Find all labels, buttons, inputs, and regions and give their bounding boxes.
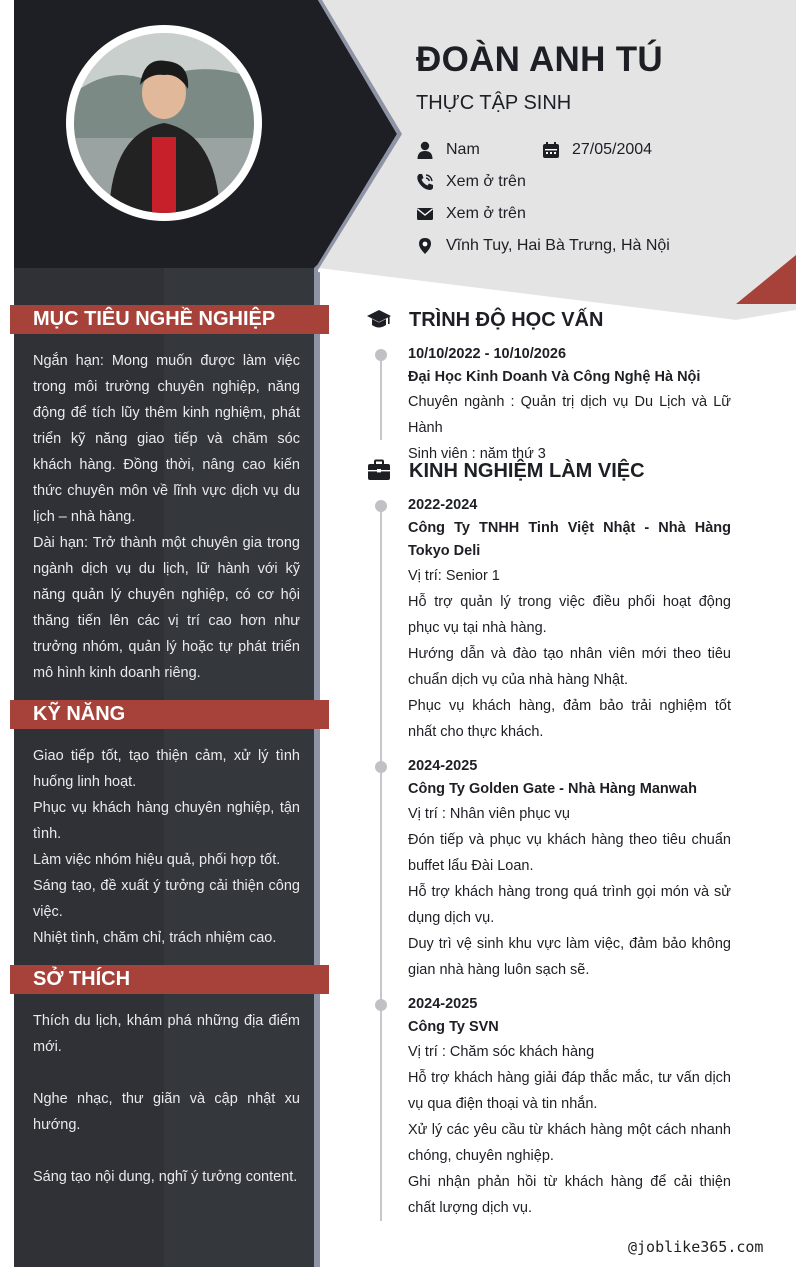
- job-date: 2022-2024: [408, 497, 478, 513]
- job-position: Vị trí : Nhân viên phục vụ: [408, 806, 570, 822]
- job-task: Hỗ trợ quản lý trong việc điều phối hoạt động phục vụ tại nhà hàng.: [408, 594, 731, 636]
- skill-item: Giao tiếp tốt, tạo thiện cảm, xử lý tình huống linh hoạt.: [33, 748, 300, 790]
- job-entry: [408, 494, 731, 745]
- job-entry: [408, 755, 731, 983]
- avatar: [74, 33, 254, 213]
- email-info: [416, 205, 526, 223]
- hobbies-list: [33, 1008, 300, 1190]
- email-value: Xem ở trên: [446, 205, 526, 222]
- phone-value: Xem ở trên: [446, 173, 526, 190]
- timeline-dot: [375, 999, 387, 1011]
- skill-item: Sáng tạo, đề xuất ý tưởng cải thiện công việc.: [33, 878, 300, 920]
- objective-heading: MỤC TIÊU NGHỀ NGHIỆP: [10, 305, 329, 334]
- hobby-item: Sáng tạo nội dung, nghĩ ý tưởng content.: [33, 1169, 298, 1185]
- candidate-name: ĐOÀN ANH TÚ: [416, 40, 663, 79]
- objective-text: [33, 348, 300, 686]
- job-task: Hỗ trợ khách hàng giải đáp thắc mắc, tư vấn dịch vụ qua điện thoại và tin nhắn.: [408, 1070, 731, 1112]
- gender-value: Nam: [446, 141, 480, 158]
- education-date: 10/10/2022 - 10/10/2026: [408, 346, 567, 362]
- skill-item: Nhiệt tình, chăm chỉ, trách nhiệm cao.: [33, 930, 277, 946]
- birthdate-value: 27/05/2004: [572, 141, 653, 158]
- hobbies-heading: SỞ THÍCH: [10, 965, 329, 994]
- job-task: Xử lý các yêu cầu từ khách hàng một cách nhanh chóng, chuyên nghiệp.: [408, 1122, 731, 1164]
- skill-item: Phục vụ khách hàng chuyên nghiệp, tận tình.: [33, 800, 300, 842]
- education-entry: [408, 343, 731, 467]
- job-task: Đón tiếp và phục vụ khách hàng theo tiêu chuẩn buffet lẩu Đài Loan.: [408, 832, 731, 874]
- phone-info: [416, 173, 526, 191]
- job-task: Hướng dẫn và đào tạo nhân viên mới theo tiêu chuẩn dịch vụ của nhà hàng Nhật.: [408, 646, 731, 688]
- gender-info: [416, 141, 480, 159]
- experience-timeline: [380, 505, 382, 1221]
- education-status: Sinh viên : năm thứ 3: [408, 446, 546, 462]
- education-timeline: [380, 354, 382, 440]
- birthdate-info: [542, 141, 652, 159]
- education-school: Đại Học Kinh Doanh Và Công Nghệ Hà Nội: [408, 369, 701, 385]
- timeline-dot: [375, 349, 387, 361]
- job-task: Phục vụ khách hàng, đảm bảo trải nghiệm tốt nhất cho thực khách.: [408, 698, 731, 740]
- hobby-item: Thích du lịch, khám phá những địa điểm mới.: [33, 1013, 300, 1055]
- job-position: Vị trí: Senior 1: [408, 568, 500, 584]
- timeline-dot: [375, 500, 387, 512]
- education-title: TRÌNH ĐỘ HỌC VẤN: [409, 308, 604, 331]
- phone-icon: [416, 173, 434, 191]
- skills-list: [33, 743, 300, 951]
- objective-short-term: Ngắn hạn: Mong muốn được làm việc trong môi trường chuyên nghiệp, năng động để tích lũy thêm kinh nghiệm, phát triển kỹ năng giao tiếp và chăm sóc khách hàng. Đồng thời, nâng cao kiến thức chuyên môn về lĩnh vực dịch vụ du lịch – nhà hàng.: [33, 353, 300, 525]
- avatar-frame: [66, 25, 262, 221]
- job-entry: [408, 993, 731, 1221]
- skill-item: Làm việc nhóm hiệu quả, phối hợp tốt.: [33, 852, 281, 868]
- envelope-icon: [416, 205, 434, 223]
- job-position: Vị trí : Chăm sóc khách hàng: [408, 1044, 595, 1060]
- job-task: Ghi nhận phản hồi từ khách hàng để cải thiện chất lượng dịch vụ.: [408, 1174, 731, 1216]
- person-icon: [416, 141, 434, 159]
- candidate-role: THỰC TẬP SINH: [416, 92, 572, 114]
- job-date: 2024-2025: [408, 996, 478, 1012]
- job-company: Công Ty Golden Gate - Nhà Hàng Manwah: [408, 781, 697, 797]
- job-task: Hỗ trợ khách hàng trong quá trình gọi món và sử dụng dịch vụ.: [408, 884, 731, 926]
- education-heading: [366, 307, 603, 333]
- graduation-cap-icon: [366, 307, 392, 333]
- job-company: Công Ty TNHH Tinh Việt Nhật - Nhà Hàng Tokyo Deli: [408, 520, 731, 559]
- experience-heading: [366, 458, 645, 484]
- job-company: Công Ty SVN: [408, 1019, 499, 1035]
- watermark-text: @joblike365.com: [628, 1238, 764, 1256]
- address-info: [416, 237, 670, 255]
- location-pin-icon: [416, 237, 434, 255]
- briefcase-icon: [366, 458, 392, 484]
- timeline-dot: [375, 761, 387, 773]
- address-value: Vĩnh Tuy, Hai Bà Trưng, Hà Nội: [446, 237, 670, 254]
- hobby-item: Nghe nhạc, thư giãn và cập nhật xu hướng.: [33, 1091, 300, 1133]
- calendar-icon: [542, 141, 560, 159]
- experience-title: KINH NGHIỆM LÀM VIỆC: [409, 459, 645, 482]
- job-date: 2024-2025: [408, 758, 478, 774]
- skills-heading: KỸ NĂNG: [10, 700, 329, 729]
- job-task: Duy trì vệ sinh khu vực làm việc, đảm bảo không gian nhà hàng luôn sạch sẽ.: [408, 936, 731, 978]
- objective-long-term: Dài hạn: Trở thành một chuyên gia trong ngành dịch vụ du lịch, lữ hành với kỹ năng quản lý chuyên nghiệp, có cơ hội thăng tiến lên các vị trí cao hơn như trưởng nhóm, quản lý hoặc tự phát triển mô hình kinh doanh riêng.: [33, 535, 300, 681]
- education-major: Chuyên ngành : Quản trị dịch vụ Du Lịch và Lữ Hành: [408, 394, 731, 436]
